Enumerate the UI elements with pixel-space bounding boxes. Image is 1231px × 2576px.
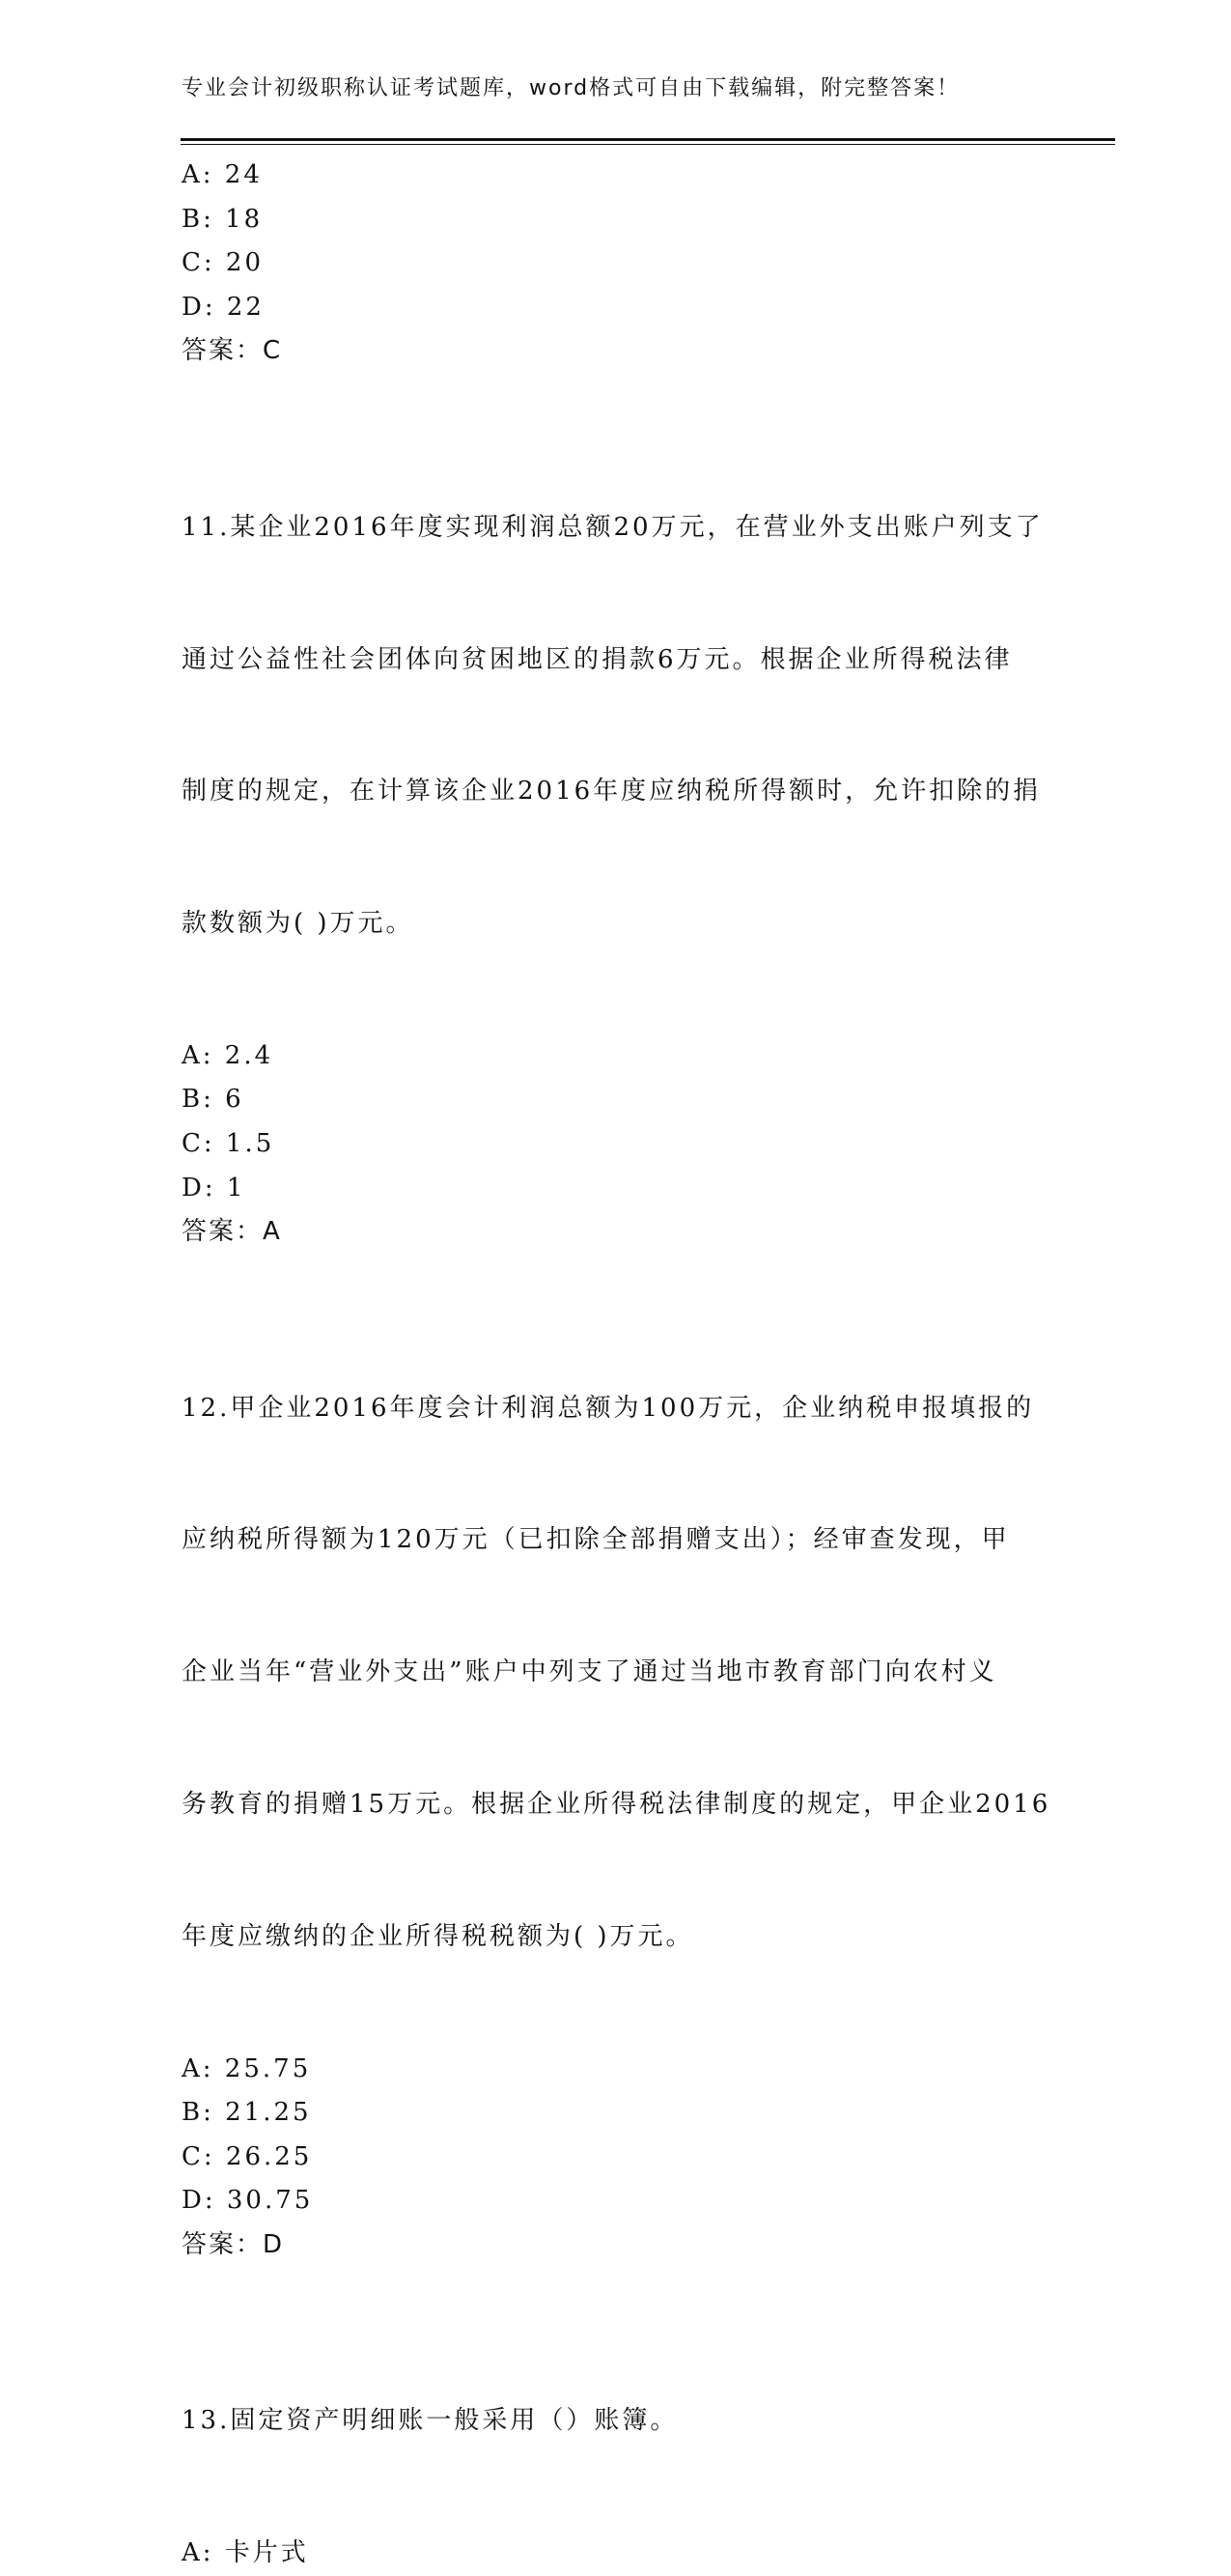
- option-b: B: 18: [182, 204, 264, 234]
- option-a: A: 卡片式: [182, 2538, 309, 2568]
- spacer: [182, 1255, 1050, 1299]
- question-stem: [182, 418, 1050, 1034]
- question-10: [182, 154, 1050, 374]
- option-d: D: 1: [182, 1173, 246, 1203]
- stem-line: 11.某企业2016年度实现利润总额20万元，在营业外支出账户列支了: [182, 512, 1044, 542]
- option-d: D: 22: [182, 292, 265, 322]
- question-13: [182, 2311, 1050, 2576]
- option-a: A: 24: [182, 160, 263, 189]
- stem-line: 款数额为( )万元。: [182, 909, 414, 939]
- spacer: [182, 2268, 1050, 2312]
- option-b: B: 6: [182, 1085, 244, 1115]
- stem-line: 务教育的捐赠15万元。根据企业所得税法律制度的规定，甲企业2016: [182, 1789, 1051, 1819]
- answer-line: 答案：D: [182, 2229, 285, 2259]
- option-b: B: 21.25: [182, 2098, 312, 2128]
- question-11: [182, 418, 1050, 1255]
- option-c: C: 26.25: [182, 2141, 313, 2171]
- stem-line: 企业当年“营业外支出”账户中列支了通过当地市教育部门向农村义: [182, 1657, 997, 1687]
- question-12: [182, 1298, 1050, 2267]
- stem-line: 应纳税所得额为120万元（已扣除全部捐赠支出）；经审查发现，甲: [182, 1525, 1010, 1555]
- question-content: [182, 154, 1050, 2576]
- stem-line: 13.固定资产明细账一般采用（）账簿。: [182, 2406, 679, 2436]
- page-header-title: 专业会计初级职称认证考试题库，word格式可自由下载编辑，附完整答案！: [182, 76, 961, 100]
- header-divider-thick: [181, 138, 1115, 141]
- header-divider-thin: [181, 144, 1115, 145]
- question-stem: [182, 1298, 1050, 2047]
- stem-line: 通过公益性社会团体向贫困地区的捐款6万元。根据企业所得税法律: [182, 644, 1013, 674]
- stem-line: 年度应缴纳的企业所得税税额为( )万元。: [182, 1921, 694, 1951]
- question-stem: [182, 2311, 1050, 2532]
- answer-line: 答案：A: [182, 1217, 282, 1247]
- spacer: [182, 374, 1050, 418]
- option-a: A: 25.75: [182, 2053, 312, 2083]
- stem-line: 12.甲企业2016年度会计利润总额为100万元，企业纳税申报填报的: [182, 1393, 1035, 1423]
- option-c: C: 1.5: [182, 1129, 275, 1159]
- answer-line: 答案：C: [182, 336, 283, 366]
- option-c: C: 20: [182, 248, 265, 278]
- option-a: A: 2.4: [182, 1040, 274, 1070]
- stem-line: 制度的规定，在计算该企业2016年度应纳税所得额时，允许扣除的捐: [182, 777, 1042, 807]
- option-d: D: 30.75: [182, 2186, 314, 2216]
